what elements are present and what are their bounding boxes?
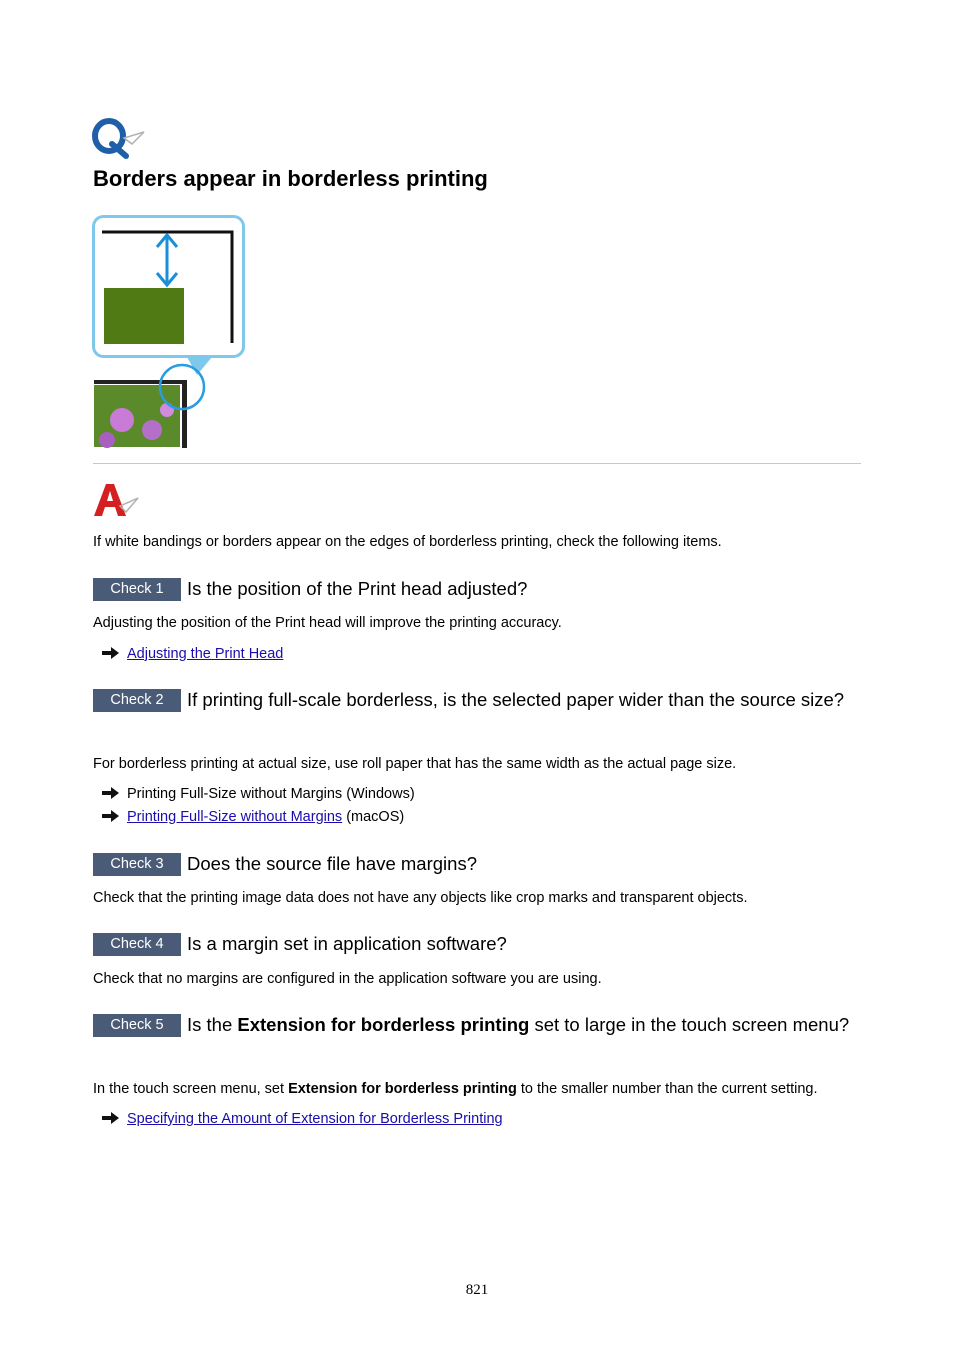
check-4-heading [93,929,863,958]
check-2-body: For borderless printing at actual size, use roll paper that has the same width as the actual page size. [93,756,737,772]
question-icon [92,116,148,160]
check-5-body [93,1081,818,1097]
link-row [102,1111,503,1127]
link-adjusting-print-head[interactable]: Adjusting the Print Head [127,646,284,662]
check-5-title-post: set to large in the touch screen menu? [529,1014,850,1035]
check-badge: Check 1 [93,578,181,601]
check-3-title: Does the source file have margins? [187,853,477,874]
link-extension-amount[interactable]: Specifying the Amount of Extension for Borderless Printing [127,1111,503,1127]
check-badge: Check 5 [93,1014,181,1037]
arrow-right-icon [102,1112,119,1124]
check-2-title: If printing full-scale borderless, is the selected paper wider than the source size? [187,689,845,710]
windows-guide-reference: Printing Full-Size without Margins (Windows) [127,786,415,802]
link-full-size-macos[interactable]: Printing Full-Size without Margins [127,809,343,825]
check-5-title-pre: Is the [187,1014,238,1035]
page-title: Borders appear in borderless printing [93,166,488,191]
borderless-border-illustration [92,215,250,451]
check-3-heading [93,849,863,878]
check-4-title: Is a margin set in application software? [187,933,507,954]
check-1-body: Adjusting the position of the Print head will improve the printing accuracy. [93,615,562,631]
arrow-right-icon [102,810,119,822]
check-1-title: Is the position of the Print head adjusted? [187,578,528,599]
check-5-heading [93,1010,863,1039]
check-badge: Check 3 [93,853,181,876]
arrow-right-icon [102,647,119,659]
arrow-right-icon [102,787,119,799]
answer-icon [92,480,142,520]
check-1-heading [93,574,863,603]
check-badge: Check 2 [93,689,181,712]
link-row [102,809,404,825]
check-5-body-pre: In the touch screen menu, set [93,1081,289,1097]
link-row [102,786,415,802]
check-3-body: Check that the printing image data does not have any objects like crop marks and transparent objects. [93,890,748,906]
check-5-body-post: to the smaller number than the current setting. [516,1081,818,1097]
check-5-body-bold: Extension for borderless printing [288,1081,517,1097]
link-suffix: (macOS) [342,809,405,825]
check-2-heading [93,685,863,714]
check-badge: Check 4 [93,933,181,956]
check-4-body: Check that no margins are configured in the application software you are using. [93,971,602,987]
check-5-title-bold: Extension for borderless printing [237,1014,530,1035]
page-number: 821 [465,1282,489,1298]
answer-intro: If white bandings or borders appear on the edges of borderless printing, check the following items. [93,534,722,550]
section-divider [93,463,861,464]
link-row [102,646,283,662]
